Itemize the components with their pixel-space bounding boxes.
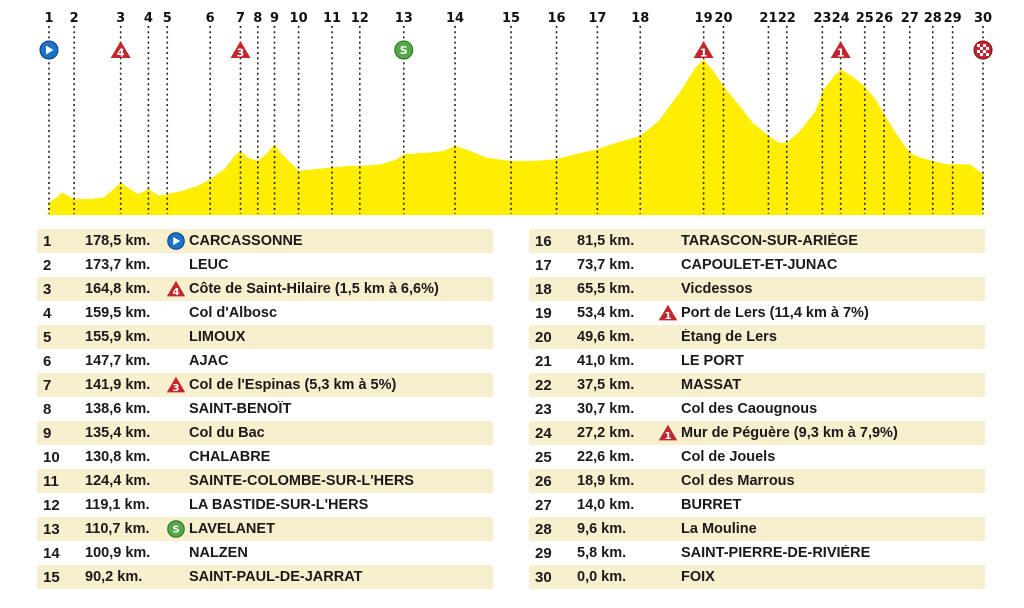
waypoint-name: Col de l'Espinas (5,3 km à 5%) [189, 377, 397, 393]
waypoint-name: LIMOUX [189, 329, 246, 345]
table-row [37, 445, 493, 469]
tick-label-18: 18 [631, 11, 650, 26]
waypoint-name: Port de Lers (11,4 km à 7%) [681, 305, 869, 321]
waypoint-name: LAVELANET [189, 521, 275, 537]
table-row [37, 493, 493, 517]
waypoint-number: 12 [43, 496, 60, 514]
table-row [529, 469, 985, 493]
table-row [529, 373, 985, 397]
waypoint-name: Étang de Lers [681, 329, 777, 345]
tick-label-28: 28 [923, 11, 942, 26]
waypoint-name: CHALABRE [189, 449, 271, 465]
start-icon [165, 231, 189, 251]
waypoint-number: 30 [535, 568, 552, 586]
svg-text:1: 1 [664, 430, 672, 442]
marker-climb-7 [231, 41, 251, 60]
table-row [529, 277, 985, 301]
waypoint-name: SAINT-PAUL-DE-JARRAT [189, 569, 363, 585]
climb-icon [165, 375, 189, 395]
waypoint-distance: 30,7 km. [577, 401, 635, 417]
waypoint-name: LE PORT [681, 353, 744, 369]
waypoint-distance: 135,4 km. [85, 425, 151, 441]
elevation-area [49, 60, 983, 214]
table-row [37, 541, 493, 565]
waypoint-distance: 18,9 km. [577, 473, 635, 489]
tick-label-11: 11 [323, 11, 342, 26]
tick-label-27: 27 [900, 11, 919, 26]
waypoint-distance: 73,7 km. [577, 257, 635, 273]
waypoint-number: 28 [535, 520, 552, 538]
table-row [37, 469, 493, 493]
waypoint-distance: 49,6 km. [577, 329, 635, 345]
waypoint-number: 4 [43, 304, 52, 322]
tick-label-17: 17 [588, 11, 607, 26]
waypoint-distance: 100,9 km. [85, 545, 151, 561]
waypoint-distance: 41,0 km. [577, 353, 635, 369]
waypoint-distance: 119,1 km. [85, 497, 150, 513]
waypoint-name: FOIX [681, 569, 715, 585]
table-row [37, 397, 493, 421]
table-row [529, 565, 985, 589]
tick-label-13: 13 [394, 11, 413, 26]
tick-label-9: 9 [269, 11, 280, 26]
climb-icon [165, 279, 189, 299]
waypoint-number: 2 [43, 256, 52, 274]
waypoint-distance: 178,5 km. [85, 233, 151, 249]
waypoint-number: 15 [43, 568, 60, 586]
tick-label-10: 10 [289, 11, 308, 26]
tick-label-6: 6 [205, 11, 215, 26]
waypoint-table-right [529, 229, 985, 589]
tick-label-23: 23 [813, 11, 832, 26]
table-row [529, 517, 985, 541]
table-row [37, 565, 493, 589]
tick-label-25: 25 [855, 11, 874, 26]
tick-label-15: 15 [501, 11, 521, 26]
tick-label-12: 12 [350, 11, 369, 26]
table-row [529, 421, 985, 445]
tick-label-29: 29 [943, 11, 962, 26]
waypoint-name: TARASCON-SUR-ARIÈGE [681, 233, 858, 249]
tick-label-19: 19 [694, 11, 713, 26]
waypoint-number: 23 [535, 400, 552, 418]
elevation-profile-chart [0, 0, 1024, 222]
marker-climb-3 [111, 41, 131, 60]
svg-text:4: 4 [172, 286, 180, 298]
waypoint-name: Mur de Péguère (9,3 km à 7,9%) [681, 425, 898, 441]
svg-text:1: 1 [664, 310, 672, 322]
waypoint-name: BURRET [681, 497, 742, 513]
waypoint-name: CARCASSONNE [189, 233, 303, 249]
waypoint-distance: 141,9 km. [85, 377, 151, 393]
waypoint-name: LA BASTIDE-SUR-L'HERS [189, 497, 369, 513]
waypoint-name: Col du Bac [189, 425, 265, 441]
waypoint-number: 9 [43, 424, 52, 442]
svg-text:S: S [399, 44, 408, 57]
waypoint-number: 19 [535, 304, 552, 322]
svg-text:S: S [172, 524, 180, 536]
waypoint-number: 18 [535, 280, 552, 298]
climb-icon [657, 423, 681, 443]
marker-climb-19 [694, 41, 714, 60]
tick-label-16: 16 [547, 11, 566, 26]
waypoint-name: Col des Marrous [681, 473, 795, 489]
tick-label-1: 1 [44, 11, 54, 26]
waypoint-number: 5 [43, 328, 52, 346]
svg-text:3: 3 [172, 382, 180, 394]
waypoint-name: SAINT-BENOÎT [189, 401, 292, 417]
table-row [529, 229, 985, 253]
waypoint-name: NALZEN [189, 545, 248, 561]
waypoint-number: 17 [535, 256, 552, 274]
waypoint-distance: 173,7 km. [85, 257, 151, 273]
waypoint-number: 14 [43, 544, 60, 562]
waypoint-name: SAINTE-COLOMBE-SUR-L'HERS [189, 473, 414, 489]
waypoint-distance: 0,0 km. [577, 569, 627, 585]
svg-text:1: 1 [699, 46, 708, 60]
waypoint-number: 21 [535, 352, 552, 370]
waypoint-distance: 159,5 km. [85, 305, 151, 321]
tick-label-21: 21 [759, 11, 778, 26]
waypoint-name: LEUC [189, 257, 229, 273]
table-row [37, 301, 493, 325]
waypoint-distance: 65,5 km. [577, 281, 635, 297]
waypoint-table-left [37, 229, 493, 589]
waypoint-name: La Mouline [681, 521, 757, 537]
marker-start-1 [40, 41, 58, 59]
waypoint-name: AJAC [189, 353, 229, 369]
tick-label-2: 2 [69, 11, 79, 26]
waypoint-distance: 14,0 km. [577, 497, 635, 513]
waypoint-distance: 81,5 km. [577, 233, 635, 249]
waypoint-name: Col de Jouels [681, 449, 776, 465]
waypoint-number: 11 [43, 472, 59, 490]
tick-label-3: 3 [116, 11, 126, 26]
table-row [37, 517, 493, 541]
tick-label-14: 14 [445, 11, 465, 26]
waypoint-distance: 124,4 km. [85, 473, 151, 489]
table-row [529, 445, 985, 469]
sprint-icon [165, 519, 189, 539]
table-row [529, 397, 985, 421]
waypoint-number: 16 [535, 232, 552, 250]
waypoint-name: Col des Caougnous [681, 401, 818, 417]
waypoint-number: 7 [43, 376, 52, 394]
marker-sprint-13 [395, 41, 413, 59]
table-row [37, 229, 493, 253]
waypoint-distance: 9,6 km. [577, 521, 627, 537]
waypoint-number: 29 [535, 544, 552, 562]
table-row [529, 541, 985, 565]
table-row [529, 301, 985, 325]
tick-label-8: 8 [253, 11, 263, 26]
waypoint-number: 8 [43, 400, 52, 418]
waypoint-number: 24 [535, 424, 552, 442]
waypoint-distance: 147,7 km. [85, 353, 151, 369]
waypoint-number: 1 [43, 232, 52, 250]
marker-climb-24 [831, 41, 851, 60]
waypoint-number: 25 [535, 448, 552, 466]
waypoint-tables [37, 229, 993, 589]
waypoint-name: CAPOULET-ET-JUNAC [681, 257, 838, 273]
table-row [37, 325, 493, 349]
table-row [37, 373, 493, 397]
svg-text:1: 1 [836, 46, 845, 60]
waypoint-distance: 27,2 km. [577, 425, 635, 441]
tick-label-30: 30 [973, 11, 993, 26]
table-row [37, 349, 493, 373]
waypoint-number: 27 [535, 496, 552, 514]
tick-label-24: 24 [831, 11, 850, 26]
tick-label-20: 20 [714, 11, 733, 26]
waypoint-number: 10 [43, 448, 60, 466]
tick-label-4: 4 [143, 11, 153, 26]
svg-text:4: 4 [116, 46, 125, 60]
table-row [529, 253, 985, 277]
waypoint-name: Col d'Albosc [189, 305, 278, 321]
waypoint-number: 6 [43, 352, 52, 370]
marker-finish-30 [974, 41, 992, 59]
waypoint-name: MASSAT [681, 377, 742, 393]
waypoint-distance: 90,2 km. [85, 569, 143, 585]
waypoint-distance: 22,6 km. [577, 449, 635, 465]
table-row [37, 277, 493, 301]
table-row [529, 349, 985, 373]
waypoint-number: 22 [535, 376, 552, 394]
waypoint-distance: 164,8 km. [85, 281, 151, 297]
waypoint-number: 13 [43, 520, 60, 538]
waypoint-distance: 110,7 km. [85, 521, 150, 537]
tick-label-5: 5 [162, 11, 172, 26]
waypoint-distance: 130,8 km. [85, 449, 151, 465]
waypoint-number: 26 [535, 472, 552, 490]
waypoint-distance: 138,6 km. [85, 401, 151, 417]
waypoint-number: 20 [535, 328, 552, 346]
waypoint-distance: 155,9 km. [85, 329, 151, 345]
waypoint-name: Côte de Saint-Hilaire (1,5 km à 6,6%) [189, 281, 439, 297]
waypoint-distance: 37,5 km. [577, 377, 635, 393]
svg-text:3: 3 [236, 46, 245, 60]
table-row [37, 421, 493, 445]
waypoint-number: 3 [43, 280, 52, 298]
tick-label-7: 7 [235, 11, 246, 26]
table-row [529, 493, 985, 517]
table-row [37, 253, 493, 277]
tick-label-26: 26 [875, 11, 894, 26]
tick-label-22: 22 [777, 11, 796, 26]
climb-icon [657, 303, 681, 323]
waypoint-distance: 53,4 km. [577, 305, 635, 321]
waypoint-name: Vicdessos [681, 281, 753, 297]
waypoint-distance: 5,8 km. [577, 545, 627, 561]
table-row [529, 325, 985, 349]
waypoint-name: SAINT-PIERRE-DE-RIVIÈRE [681, 545, 871, 561]
